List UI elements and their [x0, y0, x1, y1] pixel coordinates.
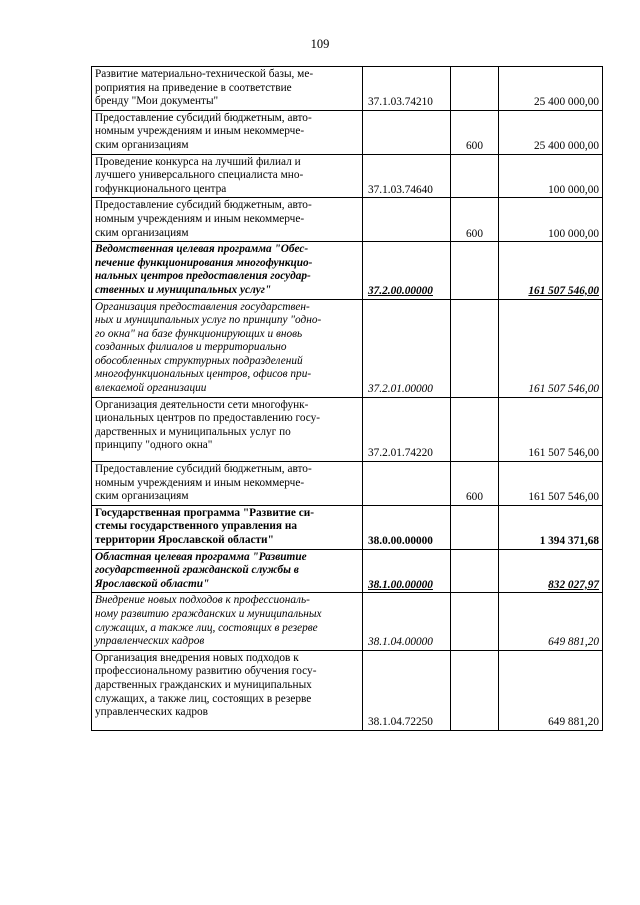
table-row	[92, 650, 603, 730]
row-name-line: Организация внедрения новых подходов к	[95, 651, 299, 664]
row-code-cell: 37.2.00.00000	[363, 242, 451, 299]
row-name-line: государственной гражданской службы в	[95, 564, 299, 577]
row-name-line: Ярославской области"	[95, 577, 210, 590]
row-name-line: бренду "Мои документы"	[95, 95, 219, 108]
table-row	[92, 110, 603, 154]
row-name-line: многофункциональных центров, офисов при-	[95, 368, 312, 381]
row-expense-type-cell	[451, 505, 499, 549]
row-code-cell: 38.1.04.72250	[363, 650, 451, 730]
row-sum-cell: 161 507 546,00	[499, 462, 603, 506]
row-expense-type-cell: 600	[451, 110, 499, 154]
row-name-line: ных и муниципальных услуг по принципу "одно-	[95, 314, 322, 327]
row-name-line: служащих, а также лиц, состоящих в резерве	[95, 621, 318, 634]
row-name-cell	[92, 549, 363, 593]
row-name-line: Внедрение новых подходов к профессиональ-	[95, 594, 310, 607]
row-sum-cell: 100 000,00	[499, 154, 603, 198]
row-name-line: лучшего универсального специалиста мно-	[95, 169, 304, 182]
budget-table-body	[92, 67, 603, 731]
row-expense-type-cell	[451, 299, 499, 397]
row-name-line: ским организациям	[95, 490, 189, 503]
row-sum-cell: 649 881,20	[499, 650, 603, 730]
row-name-cell	[92, 299, 363, 397]
row-code-cell: 37.1.03.74210	[363, 67, 451, 111]
row-sum-cell: 1 394 371,68	[499, 505, 603, 549]
table-row	[92, 397, 603, 461]
row-sum-cell: 649 881,20	[499, 593, 603, 650]
row-name-line: служащих, а также лиц, состоящих в резерве	[95, 692, 312, 705]
row-expense-type-cell: 600	[451, 198, 499, 242]
row-expense-type-cell	[451, 650, 499, 730]
row-expense-type-cell	[451, 242, 499, 299]
row-name-line: Предоставление субсидий бюджетным, авто-	[95, 111, 312, 124]
row-sum-cell: 161 507 546,00	[499, 242, 603, 299]
row-name-line: Проведение конкурса на лучший филиал и	[95, 155, 301, 168]
row-code-cell: 37.2.01.00000	[363, 299, 451, 397]
table-row	[92, 462, 603, 506]
row-code-cell: 38.1.04.00000	[363, 593, 451, 650]
row-sum-cell: 25 400 000,00	[499, 67, 603, 111]
table-row	[92, 549, 603, 593]
row-name-cell	[92, 462, 363, 506]
row-code-cell: 37.1.03.74640	[363, 154, 451, 198]
row-name-line: стемы государственного управления на	[95, 520, 298, 533]
table-row	[92, 242, 603, 299]
row-name-line: Областная целевая программа "Развитие	[95, 550, 307, 563]
row-name-cell	[92, 154, 363, 198]
row-name-line: нальных центров предоставления государ-	[95, 270, 311, 283]
row-name-line: Предоставление субсидий бюджетным, авто-	[95, 199, 312, 212]
row-sum-cell: 161 507 546,00	[499, 299, 603, 397]
row-expense-type-cell	[451, 67, 499, 111]
row-name-line: номным учреждениям и иным некоммерче-	[95, 212, 305, 225]
row-code-cell	[363, 110, 451, 154]
row-code-cell: 38.1.00.00000	[363, 549, 451, 593]
row-name-cell	[92, 505, 363, 549]
row-name-line: гофункционального центра	[95, 182, 227, 195]
budget-table	[91, 66, 603, 731]
row-name-line: Организация деятельности сети многофунк-	[95, 398, 309, 411]
row-name-cell	[92, 198, 363, 242]
row-name-line: ским организациям	[95, 226, 189, 239]
row-expense-type-cell	[451, 397, 499, 461]
row-name-cell	[92, 593, 363, 650]
row-sum-cell: 25 400 000,00	[499, 110, 603, 154]
row-expense-type-cell: 600	[451, 462, 499, 506]
row-name-line: территории Ярославской области"	[95, 534, 274, 546]
row-name-line: дарственных гражданских и муниципальных	[95, 678, 312, 691]
row-sum-cell: 161 507 546,00	[499, 397, 603, 461]
row-name-line: ственных и муниципальных услуг"	[95, 283, 272, 296]
row-name-line: номным учреждениям и иным некоммерче-	[95, 125, 305, 138]
row-name-line: Ведомственная целевая программа "Обес-	[95, 243, 309, 256]
row-name-line: обособленных структурных подразделений	[95, 354, 303, 367]
page-number: 109	[310, 37, 330, 51]
row-name-line: роприятия на приведение в соответствие	[95, 81, 292, 94]
row-expense-type-cell	[451, 593, 499, 650]
table-row	[92, 299, 603, 397]
row-name-cell	[92, 110, 363, 154]
row-name-line: го окна" на базе функционирующих и вновь	[95, 327, 303, 340]
row-code-cell	[363, 462, 451, 506]
row-name-line: Развитие материально-технической базы, ме-	[95, 68, 314, 80]
row-name-line: созданных филиалов и территориально	[95, 341, 287, 354]
row-name-line: печение функционирования многофункцио-	[95, 256, 313, 269]
row-name-line: влекаемой организации	[95, 382, 207, 395]
row-name-line: управленческих кадров	[95, 635, 205, 648]
table-row	[92, 593, 603, 650]
row-name-line: профессиональному развитию обучения госу-	[95, 665, 317, 678]
row-name-line: Предоставление субсидий бюджетным, авто-	[95, 463, 312, 476]
row-name-cell	[92, 397, 363, 461]
row-code-cell	[363, 198, 451, 242]
row-expense-type-cell	[451, 154, 499, 198]
row-expense-type-cell	[451, 549, 499, 593]
row-name-line: Государственная программа "Развитие си-	[95, 506, 315, 519]
table-row	[92, 198, 603, 242]
row-name-cell	[92, 67, 363, 111]
table-row	[92, 154, 603, 198]
row-name-line: ским организациям	[95, 138, 189, 151]
row-sum-cell: 832 027,97	[499, 549, 603, 593]
row-code-cell: 38.0.00.00000	[363, 505, 451, 549]
row-code-cell: 37.2.01.74220	[363, 397, 451, 461]
table-row	[92, 67, 603, 111]
row-name-line: циональных центров по предоставлению госу-	[95, 412, 321, 425]
row-name-line: Организация предоставления государствен-	[95, 300, 310, 313]
row-name-line: дарственных и муниципальных услуг по	[95, 425, 291, 438]
row-sum-cell: 100 000,00	[499, 198, 603, 242]
table-row	[92, 505, 603, 549]
row-name-cell	[92, 650, 363, 730]
row-name-line: управленческих кадров	[95, 706, 208, 719]
row-name-line: ному развитию гражданских и муниципальных	[95, 607, 322, 620]
row-name-cell	[92, 242, 363, 299]
row-name-line: принципу "одного окна"	[95, 439, 213, 452]
row-name-line: номным учреждениям и иным некоммерче-	[95, 476, 305, 489]
